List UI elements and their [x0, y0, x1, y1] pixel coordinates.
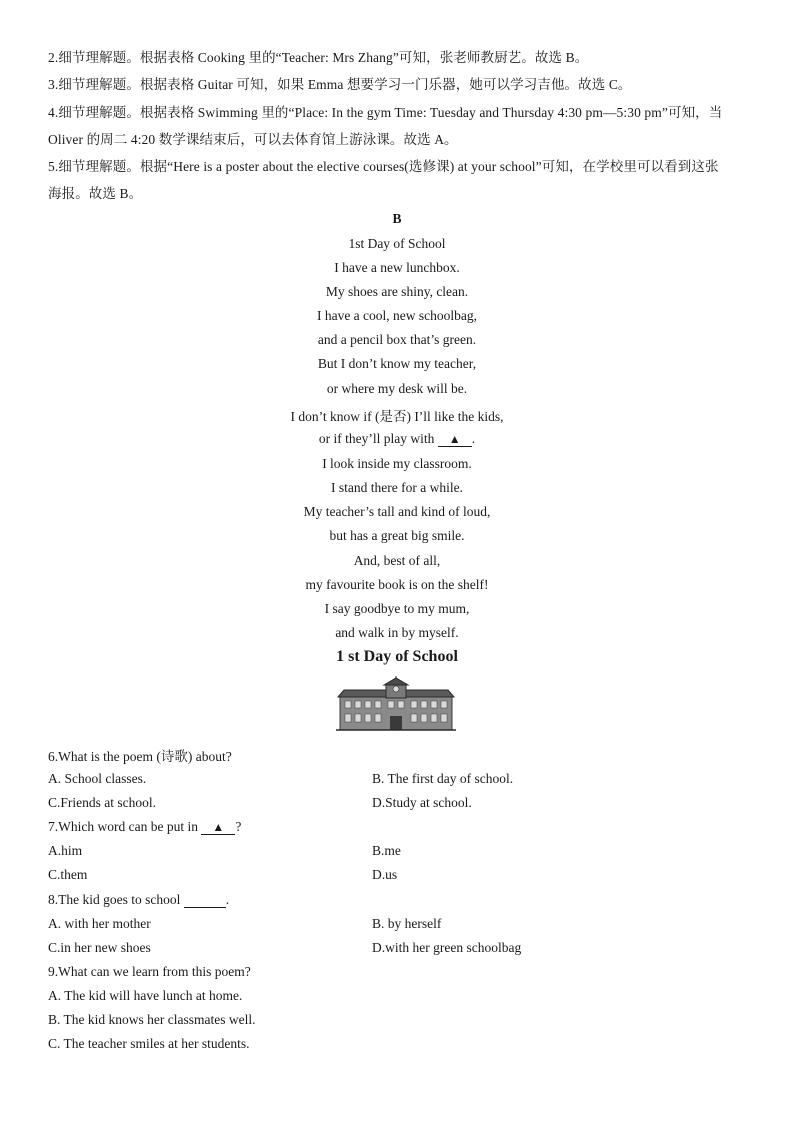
poem-line: I don’t know if (是否) I’ll like the kids, — [290, 409, 504, 424]
question-7-stem-text: 7.Which word can be put in — [48, 819, 198, 834]
analysis-line-4b: Oliver 的周二 4:20 数学课结束后，可以去体育馆上游泳课。故选 A。 — [48, 132, 458, 147]
section-letter: B — [392, 211, 402, 226]
question-8-blank — [184, 893, 226, 908]
question-7-stem — [48, 819, 241, 835]
analysis-line-5a: 5.细节理解题。根据“Here is a poster about the elective courses(选修课) at your school”可知，在学校里可以看到这张 — [48, 159, 719, 174]
poem-title: 1st Day of School — [348, 236, 446, 251]
question-7-option-a: A.him — [48, 843, 83, 858]
question-6-option-a: A. School classes. — [48, 771, 147, 786]
poem-line: I have a cool, new schoolbag, — [316, 308, 478, 323]
question-8-option-a: A. with her mother — [48, 916, 151, 931]
poem-line: And, best of all, — [353, 553, 441, 568]
poem-line: my favourite book is on the shelf! — [305, 577, 489, 592]
poem-line: But I don’t know my teacher, — [317, 356, 477, 371]
poem-blank-line — [0, 431, 794, 447]
question-9-option-c: C. The teacher smiles at her students. — [48, 1036, 250, 1051]
analysis-line-3: 3.细节理解题。根据表格 Guitar 可知，如果 Emma 想要学习一门乐器，她可以学习吉他。故选 C。 — [48, 77, 632, 92]
analysis-line-5b: 海报。故选 B。 — [48, 186, 143, 201]
question-7-blank: ▲ — [201, 820, 235, 835]
poem-line: I say goodbye to my mum, — [324, 601, 470, 616]
question-8-option-b: B. by herself — [372, 916, 442, 931]
poem-line: I stand there for a while. — [331, 480, 463, 495]
question-7-option-b: B.me — [372, 843, 401, 858]
poem-line: I look inside my classroom. — [322, 456, 472, 471]
question-7-option-c: C.them — [48, 867, 88, 882]
poem-line: My shoes are shiny, clean. — [325, 284, 469, 299]
question-8-stem — [48, 892, 229, 908]
question-6-option-c: C.Friends at school. — [48, 795, 156, 810]
question-7-option-d: D.us — [372, 867, 398, 882]
poem-line: but has a great big smile. — [329, 528, 465, 543]
question-9-option-a: A. The kid will have lunch at home. — [48, 988, 243, 1003]
question-6-stem: 6.What is the poem (诗歌) about? — [48, 749, 232, 764]
school-building-icon — [336, 676, 456, 732]
poem-line: and walk in by myself. — [335, 625, 459, 640]
poem-blank: ▲ — [438, 432, 472, 447]
question-8-option-c: C.in her new shoes — [48, 940, 151, 955]
poem-blank-line-end: . — [471, 431, 476, 446]
poem-blank-line-text: or if they’ll play with — [318, 431, 435, 446]
analysis-line-2: 2.细节理解题。根据表格 Cooking 里的“Teacher: Mrs Zhang”可知，张老师教厨艺。故选 B。 — [48, 50, 589, 65]
poem-line: or where my desk will be. — [326, 381, 468, 396]
analysis-line-4a: 4.细节理解题。根据表格 Swimming 里的“Place: In the gym Time: Tuesday and Thursday 4:30 pm—5:30 pm”可知，当 — [48, 105, 723, 120]
poem-line: My teacher’s tall and kind of loud, — [303, 504, 491, 519]
question-9-stem: 9.What can we learn from this poem? — [48, 964, 251, 979]
poem-line: and a pencil box that’s green. — [317, 332, 477, 347]
question-9-option-b: B. The kid knows her classmates well. — [48, 1012, 256, 1027]
question-6-option-b: B. The first day of school. — [372, 771, 514, 786]
question-8-stem-end: . — [225, 892, 230, 907]
poem-line: I have a new lunchbox. — [334, 260, 460, 275]
question-6-option-d: D.Study at school. — [372, 795, 472, 810]
question-7-stem-end: ? — [235, 819, 242, 834]
poster-title: 1 st Day of School — [336, 648, 458, 665]
question-8-stem-text: 8.The kid goes to school — [48, 892, 181, 907]
question-8-option-d: D.with her green schoolbag — [372, 940, 522, 955]
